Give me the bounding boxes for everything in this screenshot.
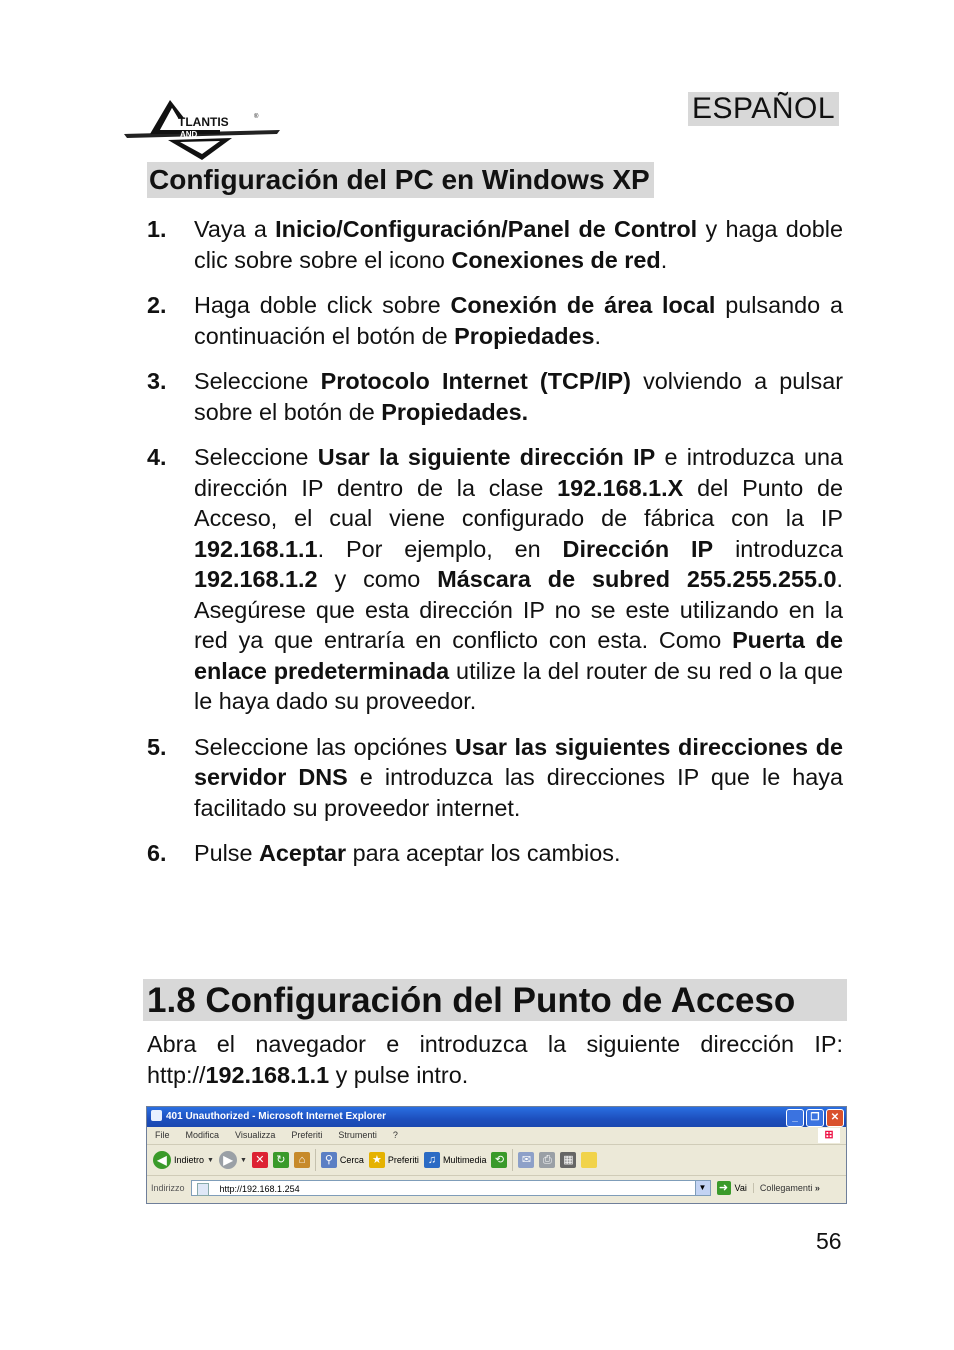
intro-ip: 192.168.1.1 — [205, 1062, 330, 1088]
step-item: 1. Vaya a Inicio/Configuración/Panel de Control y haga doble clic sobre sobre el icono Conexiones de red. — [147, 216, 843, 273]
browser-toolbar — [147, 1145, 846, 1176]
step-item: 5. Seleccione las opciónes Usar las siguientes direcciones de servidor DNS e introduzca las direcciones IP que le haya facilitado su proveedor internet. — [147, 733, 843, 821]
browser-title: 401 Unauthorized - Microsoft Internet Explorer — [166, 1111, 387, 1122]
address-bar — [147, 1176, 846, 1200]
forward-arrow-icon: ▶ — [219, 1151, 237, 1169]
browser-window — [146, 1106, 847, 1204]
menu-visualizza[interactable]: Visualizza — [235, 1130, 276, 1140]
home-icon[interactable]: ⌂ — [294, 1152, 310, 1168]
page-number: 56 — [816, 1228, 842, 1254]
star-icon: ★ — [369, 1152, 385, 1168]
step-number: 3. — [147, 368, 167, 394]
steps-list — [147, 214, 843, 884]
chevron-down-icon: ▼ — [239, 1156, 247, 1164]
atlantis-land-logo — [122, 92, 282, 162]
step-number: 2. — [147, 292, 167, 318]
favorites-button[interactable]: ★ Preferiti — [369, 1152, 419, 1168]
search-button[interactable]: ⚲ Cerca — [321, 1152, 364, 1168]
history-icon[interactable]: ⟲ — [491, 1152, 507, 1168]
back-arrow-icon: ◀ — [153, 1151, 171, 1169]
menu-help[interactable]: ? — [392, 1130, 398, 1140]
windows-logo-icon: ⊞ — [818, 1128, 840, 1143]
menu-modifica[interactable]: Modifica — [185, 1130, 220, 1140]
svg-text:®: ® — [254, 114, 259, 120]
browser-menubar — [147, 1127, 846, 1145]
go-arrow-icon: ➜ — [717, 1181, 731, 1195]
media-icon: ♫ — [424, 1152, 440, 1168]
step-number: 5. — [147, 733, 167, 760]
step-item: 6. Pulse Aceptar para aceptar los cambios. — [147, 838, 843, 869]
maximize-icon[interactable]: ❐ — [806, 1109, 824, 1127]
chevron-down-icon[interactable]: ▼ — [695, 1181, 710, 1195]
main-heading: 1.8 Configuración del Punto de Acceso — [143, 979, 847, 1021]
step-item: 3. Seleccione Protocolo Internet (TCP/IP) volviendo a pulsar sobre el botón de Propiedades. — [147, 368, 843, 425]
chevron-down-icon: ▼ — [207, 1156, 214, 1164]
browser-titlebar — [147, 1107, 846, 1127]
step-number: 1. — [147, 216, 167, 242]
go-button[interactable]: ➜ Vai — [717, 1181, 747, 1195]
multimedia-button[interactable]: ♫ Multimedia — [424, 1152, 487, 1168]
mail-icon[interactable]: ✉ — [518, 1152, 534, 1168]
logo-text: TLANTIS — [178, 115, 229, 129]
close-icon[interactable]: ✕ — [826, 1109, 844, 1127]
menu-preferiti[interactable]: Preferiti — [291, 1130, 323, 1140]
language-label: ESPAÑOL — [688, 92, 839, 126]
svg-text:AND: AND — [180, 130, 198, 139]
address-input[interactable]: http://192.168.1.254 ▼ — [191, 1180, 711, 1196]
search-icon: ⚲ — [321, 1152, 337, 1168]
links-button[interactable]: Collegamenti » — [753, 1183, 820, 1193]
print-icon[interactable]: ⎙ — [539, 1152, 555, 1168]
address-label: Indirizzo — [151, 1183, 185, 1193]
refresh-icon[interactable]: ↻ — [273, 1152, 289, 1168]
ie-icon — [151, 1110, 162, 1121]
section-title: Configuración del PC en Windows XP — [147, 162, 654, 198]
page-icon — [197, 1183, 209, 1196]
edit-icon[interactable]: ▦ — [560, 1152, 576, 1168]
step-number: 4. — [147, 444, 167, 470]
step-number: 6. — [147, 840, 167, 866]
intro-paragraph: Abra el navegador e introduzca la siguiente dirección IP: http://192.168.1.1 y pulse intro. — [147, 1031, 843, 1088]
messenger-icon[interactable] — [581, 1152, 597, 1168]
menu-file[interactable]: File — [155, 1130, 170, 1140]
step-item: 2. Haga doble click sobre Conexión de área local pulsando a continuación el botón de Propiedades. — [147, 292, 844, 349]
minimize-icon[interactable]: _ — [786, 1109, 804, 1127]
forward-button[interactable] — [219, 1151, 247, 1169]
stop-icon[interactable]: ✕ — [252, 1152, 268, 1168]
back-button[interactable]: ◀ Indietro ▼ — [153, 1151, 214, 1169]
menu-strumenti[interactable]: Strumenti — [338, 1130, 377, 1140]
step-item: 4. Seleccione Usar la siguiente dirección IP e introduzca una dirección IP dentro de la clase 192.168.1.X del Punto de Acceso, el cual viene configurado de fábrica con la IP 192.168.1.1. Por ejemplo, en Dirección IP introduzca 192.168.1.2 y como Máscara de subred 255.255.255.0. Asegúrese que esta dirección IP no se este utilizando en la red ya que entraría en conflicto con esta. Como Puerta de enlace predeterminada utilize la del router de su red o la que le haya dado su proveedor. — [147, 444, 844, 714]
